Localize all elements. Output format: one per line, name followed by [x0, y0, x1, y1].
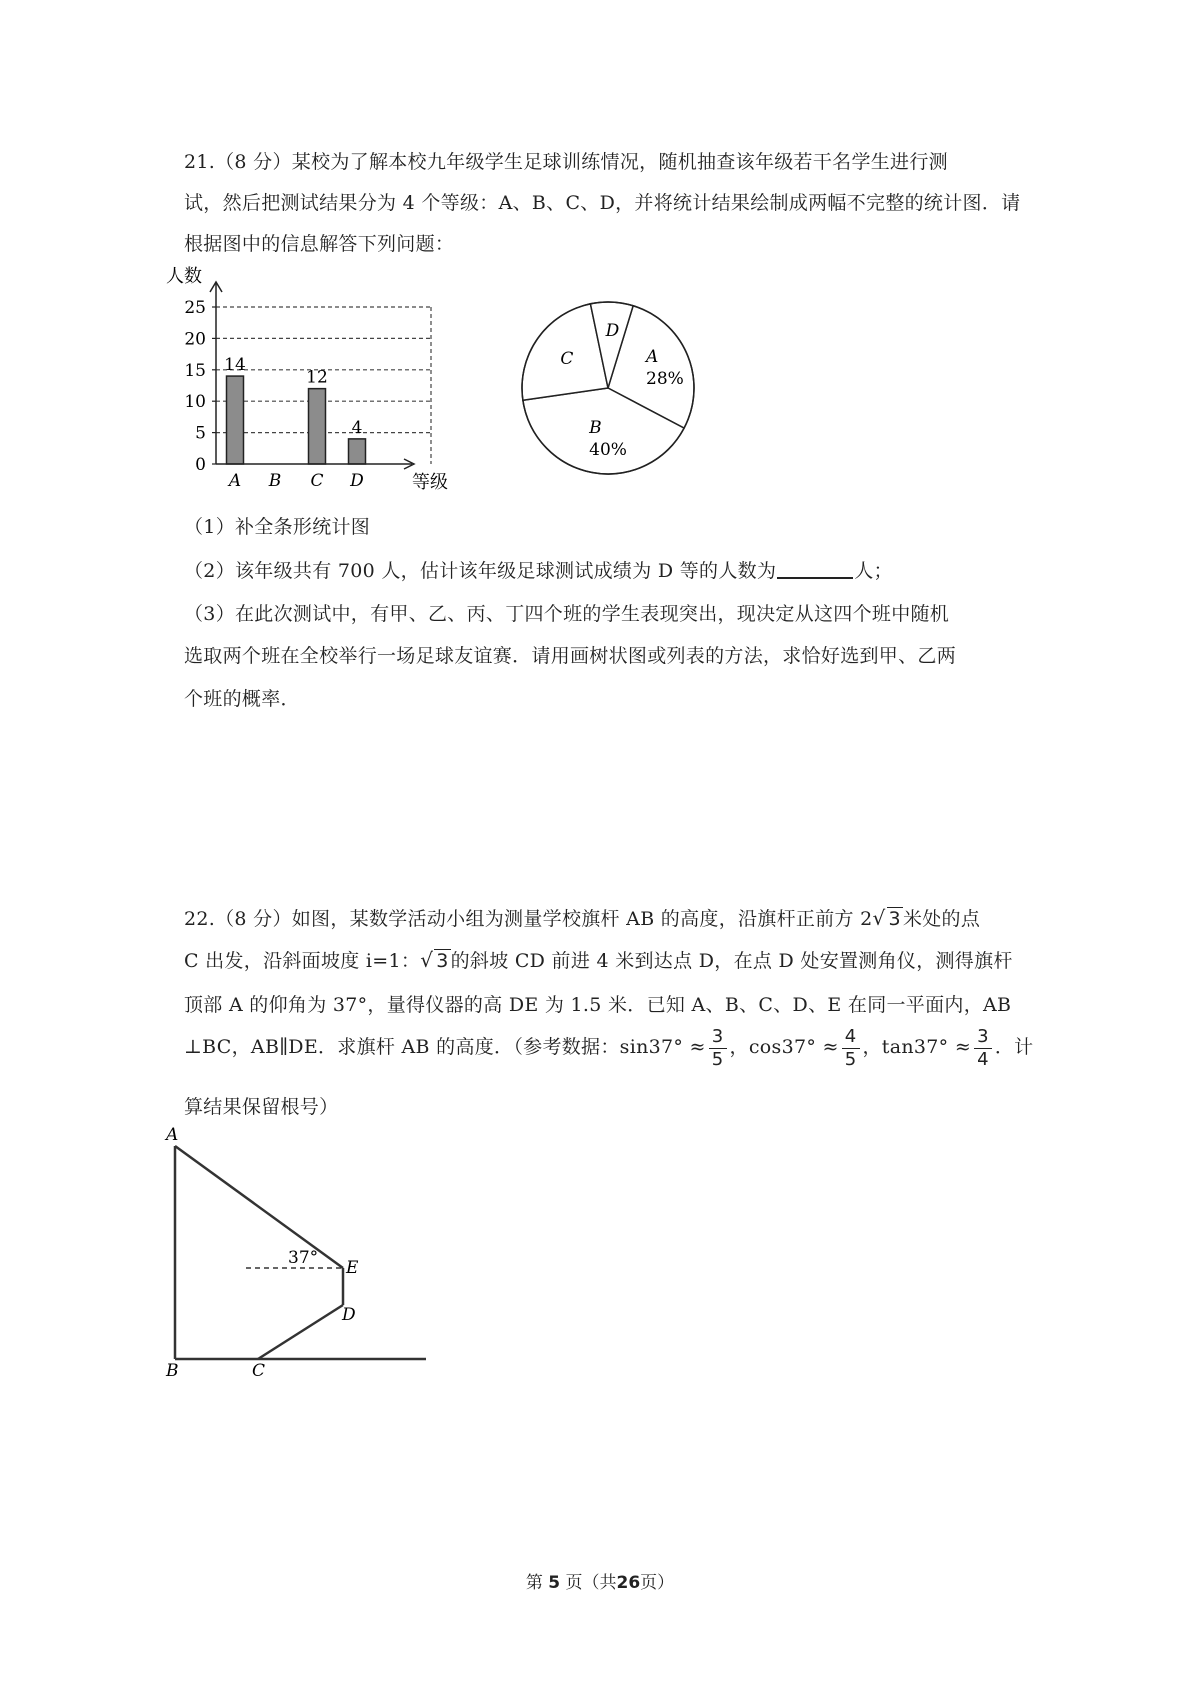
sqrt-3 [420, 950, 450, 972]
bar-chart-ylabel: 人数 [166, 266, 202, 287]
fraction-sin [709, 1026, 727, 1071]
q21-sub-2 [184, 556, 893, 583]
q22-line-1-text: 22.（8 分）如图，某数学活动小组为测量学校旗杆 AB 的高度，沿旗杆正前方 2 [184, 908, 873, 930]
q22-line-1 [184, 904, 980, 931]
fraction-denominator: 5 [711, 1048, 724, 1070]
fraction-numerator: 3 [709, 1026, 727, 1049]
q21-sub-1: （1）补全条形统计图 [184, 516, 371, 538]
label-a: A [166, 1125, 179, 1145]
q21-sub-3-line-3: 个班的概率． [184, 688, 300, 710]
q21-sub-3-line-1: （3）在此次测试中，有甲、乙、丙、丁四个班的学生表现突出，现决定从这四个班中随机 [184, 603, 950, 625]
pie-percent-a: 28% [646, 369, 684, 390]
y-tick-label: 15 [184, 360, 206, 381]
q22-line-3: 顶部 A 的仰角为 37°，量得仪器的高 DE 为 1.5 米．已知 A、B、C、D、E 在同一平面内，AB [184, 994, 1012, 1016]
footer-middle: 页（共 [565, 1573, 617, 1593]
q22-line-4-tail: ．计 [994, 1036, 1034, 1058]
bar-c [309, 389, 326, 464]
q22-line-2-text: C 出发，沿斜面坡度 i=1： [184, 950, 421, 972]
x-tick-label: A [228, 471, 242, 491]
fraction-denominator: 4 [977, 1048, 989, 1070]
slope-cd [258, 1305, 343, 1359]
q22-line-2 [184, 946, 1013, 973]
pie-label-d: D [605, 321, 620, 342]
x-tick-label: D [350, 471, 364, 491]
q22-cos-text: ，cos37° [729, 1036, 817, 1058]
approx-sign: ≈ [822, 1036, 839, 1058]
x-tick-label: C [310, 471, 324, 491]
fraction-numerator: 3 [974, 1026, 992, 1049]
q21-line-2: 试，然后把测试结果分为 4 个等级：A、B、C、D，并将统计结果绘制成两幅不完整的统计图．请 [184, 192, 1021, 214]
approx-sign: ≈ [689, 1036, 706, 1058]
x-tick-label: B [268, 471, 282, 491]
bar-d [349, 439, 366, 464]
label-e: E [346, 1258, 359, 1278]
fraction-denominator: 5 [844, 1048, 857, 1070]
q21-sub-2-unit: 人； [854, 560, 893, 582]
q21-line-3: 根据图中的信息解答下列问题： [184, 233, 455, 255]
angle-label: 37° [288, 1248, 319, 1268]
q22-line-5: 算结果保留根号） [184, 1096, 339, 1118]
pie-label-c: C [560, 349, 574, 370]
total-pages: 26 [616, 1573, 641, 1593]
label-d: D [342, 1305, 356, 1325]
flagpole-diagram [160, 1120, 480, 1380]
footer-suffix: 页） [640, 1573, 675, 1593]
bar-data-label: 12 [306, 367, 328, 388]
footer-prefix: 第 [525, 1573, 543, 1593]
pie-label-a: A [646, 347, 659, 368]
y-tick-label: 25 [184, 298, 206, 318]
y-tick-label: 5 [195, 423, 206, 444]
page-footer [0, 1568, 1200, 1593]
bar-a [227, 376, 244, 464]
q22-line-4 [184, 1025, 1033, 1071]
q22-tan-text: ，tan37° [862, 1036, 949, 1058]
y-tick-label: 20 [184, 329, 206, 350]
bar-data-label: 4 [351, 417, 363, 438]
fraction-cos [842, 1026, 860, 1071]
sqrt-radicand: 3 [436, 950, 449, 972]
q21-sub-2-text: （2）该年级共有 700 人，估计该年级足球测试成绩为 D 等的人数为 [184, 560, 777, 582]
q21-line-1: 21.（8 分）某校为了解本校九年级学生足球训练情况，随机抽查该年级若干名学生进行测 [184, 151, 948, 173]
y-tick-label: 0 [195, 455, 206, 475]
bar-chart-xlabel: 等级 [412, 472, 448, 493]
q21-sub-3-line-2: 选取两个班在全校举行一场足球友谊赛．请用画树状图或列表的方法，求恰好选到甲、乙两 [184, 645, 957, 667]
pie-percent-b: 40% [589, 440, 627, 461]
pie-label-b: B [589, 418, 602, 439]
y-tick-label: 10 [184, 392, 206, 413]
approx-sign: ≈ [954, 1036, 972, 1058]
q22-line-4-text: ⊥BC，AB∥DE．求旗杆 AB 的高度．（参考数据：sin37° [184, 1036, 684, 1058]
sqrt-3 [873, 908, 903, 930]
fraction-numerator: 4 [842, 1026, 860, 1049]
answer-blank[interactable] [777, 559, 853, 579]
page-number: 5 [548, 1573, 561, 1593]
label-b: B [166, 1361, 179, 1380]
sqrt-radicand: 3 [888, 908, 901, 930]
bar-chart [160, 262, 470, 497]
q22-line-1-tail: 米处的点 [902, 908, 981, 930]
pie-chart [516, 293, 706, 483]
q22-line-2-tail: 的斜坡 CD 前进 4 米到达点 D，在点 D 处安置测角仪，测得旗杆 [450, 950, 1013, 972]
bar-data-label: 14 [224, 355, 246, 376]
label-c: C [252, 1361, 266, 1380]
fraction-tan [974, 1026, 992, 1071]
